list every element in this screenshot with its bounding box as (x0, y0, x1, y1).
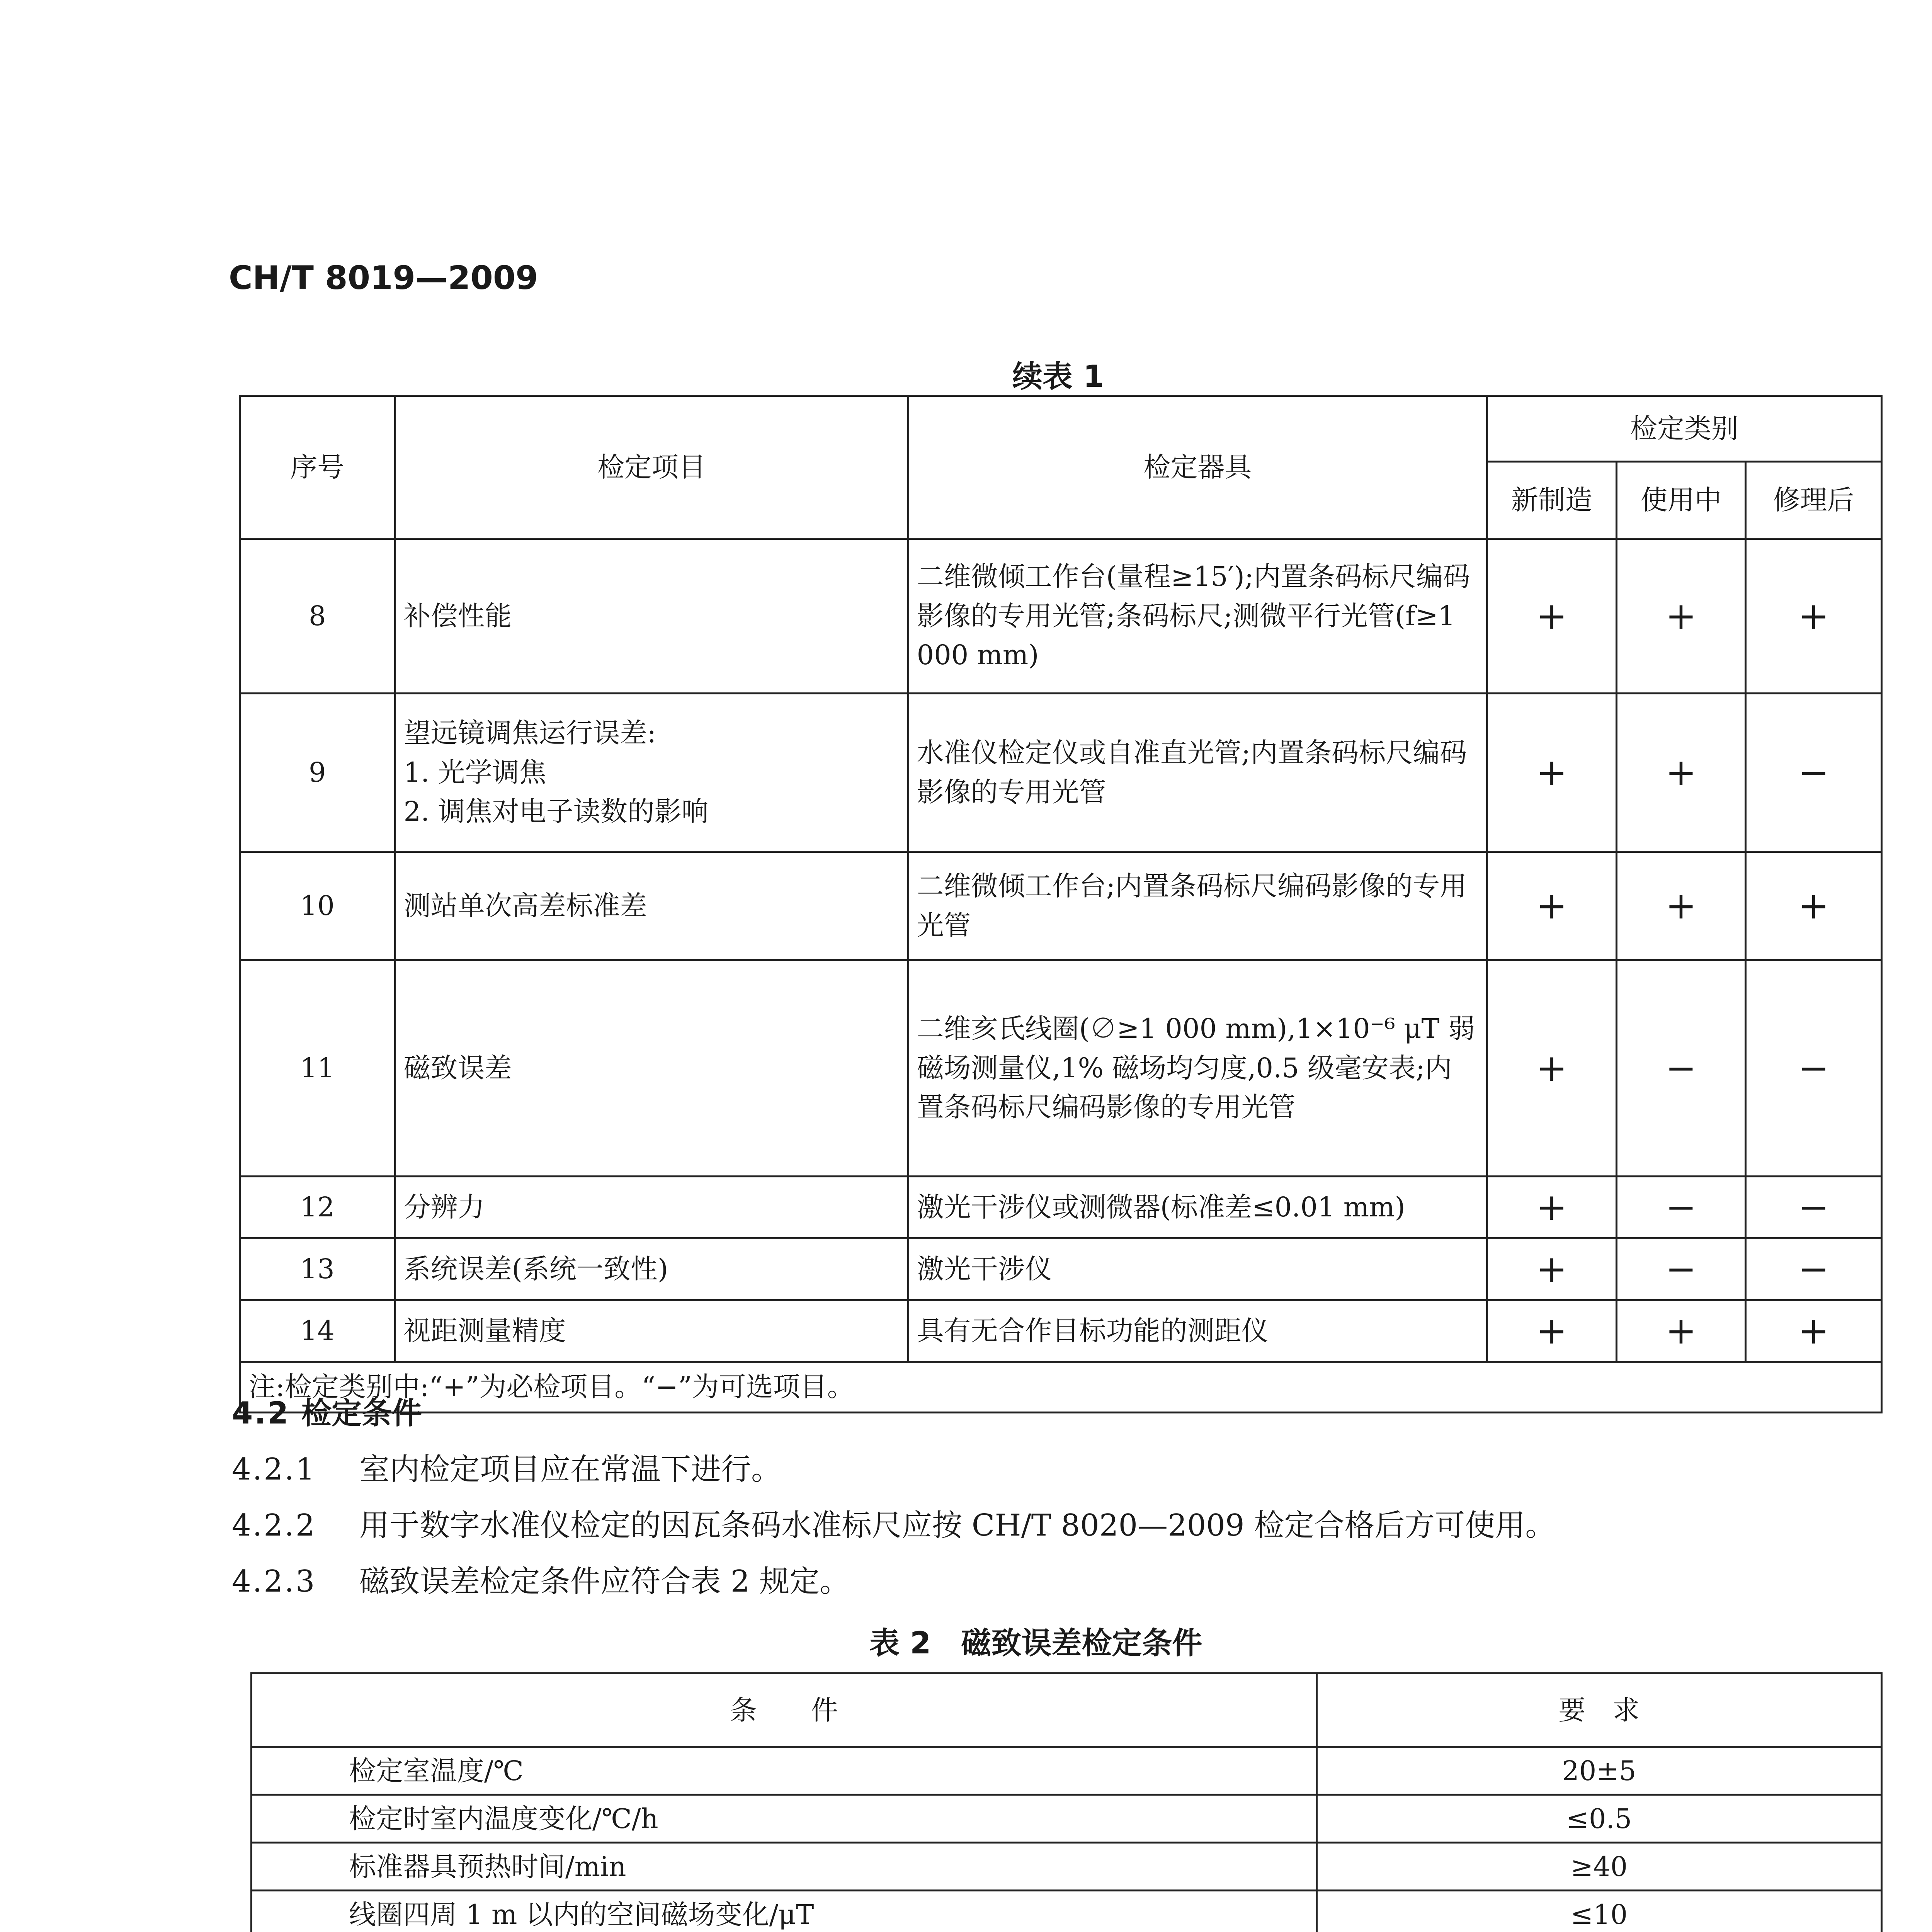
table-row (252, 1843, 1882, 1891)
row-condition: 检定室温度/℃ (252, 1747, 1317, 1795)
row-in-use: + (1616, 1300, 1746, 1362)
row-new: + (1487, 852, 1617, 960)
row-condition: 检定时室内温度变化/℃/h (252, 1795, 1317, 1843)
row-new: + (1487, 1238, 1617, 1300)
header-in-use: 使用中 (1616, 462, 1746, 539)
row-requirement: ≥40 (1316, 1843, 1881, 1891)
row-item-sub: 2. 调焦对电子读数的影响 (403, 796, 709, 828)
row-in-use: − (1616, 1238, 1746, 1300)
table1-caption: 续表 1 (1012, 359, 1104, 394)
magnetic-error-conditions-table (250, 1672, 1883, 1932)
row-instrument: 二维亥氏线圈(∅≥1 000 mm),1×10⁻⁶ μT 弱磁场测量仪,1% 磁场均匀度,0.5 级毫安表;内置条码标尺编码影像的专用光管 (908, 960, 1487, 1177)
clause-4-2-3 (232, 1557, 850, 1600)
clause-number: 4.2.3 (232, 1564, 316, 1599)
table-row (240, 1177, 1882, 1238)
row-seq: 13 (240, 1238, 395, 1300)
row-repaired: + (1746, 539, 1882, 694)
header-seq: 序号 (240, 396, 395, 539)
table-row (240, 694, 1882, 852)
row-instrument: 具有无合作目标功能的测距仪 (908, 1300, 1487, 1362)
row-item: 系统误差(系统一致性) (395, 1238, 908, 1300)
clause-4-2-1 (232, 1445, 781, 1488)
header-repaired: 修理后 (1746, 462, 1882, 539)
clause-4-2-2 (232, 1501, 1555, 1544)
table-row (252, 1795, 1882, 1843)
row-seq: 8 (240, 539, 395, 694)
section-4-2-heading (232, 1389, 422, 1432)
verification-items-table (239, 395, 1883, 1413)
row-repaired: − (1746, 1238, 1882, 1300)
row-new: + (1487, 694, 1617, 852)
row-requirement: 20±5 (1316, 1747, 1881, 1795)
table1-note: 注:检定类别中:“+”为必检项目。“−”为可选项目。 (240, 1362, 1882, 1412)
row-repaired: + (1746, 852, 1882, 960)
row-in-use: + (1616, 539, 1746, 694)
row-condition: 线圈四周 1 m 以内的空间磁场变化/μT (252, 1891, 1317, 1932)
row-in-use: − (1616, 1177, 1746, 1238)
row-repaired: − (1746, 694, 1882, 852)
row-in-use: + (1616, 694, 1746, 852)
row-seq: 10 (240, 852, 395, 960)
table-row (252, 1747, 1882, 1795)
header-requirement: 要 求 (1316, 1673, 1881, 1747)
clause-text: 用于数字水准仪检定的因瓦条码水准标尺应按 CH/T 8020—2009 检定合格后方可使用。 (359, 1508, 1556, 1543)
table2-caption: 表 2 磁致误差检定条件 (869, 1626, 1202, 1661)
row-item: 磁致误差 (395, 960, 908, 1177)
table-row (240, 1238, 1882, 1300)
row-item: 视距测量精度 (395, 1300, 908, 1362)
row-repaired: + (1746, 1300, 1882, 1362)
table-row (240, 960, 1882, 1177)
header-instrument: 检定器具 (908, 396, 1487, 539)
table-row (240, 852, 1882, 960)
header-category: 检定类别 (1487, 396, 1882, 462)
row-requirement: ≤0.5 (1316, 1795, 1881, 1843)
row-instrument: 激光干涉仪或测微器(标准差≤0.01 mm) (908, 1177, 1487, 1238)
row-condition: 标准器具预热时间/min (252, 1843, 1317, 1891)
row-item-title: 望远镜调焦运行误差: (403, 717, 656, 749)
row-in-use: + (1616, 852, 1746, 960)
row-in-use: − (1616, 960, 1746, 1177)
row-instrument: 激光干涉仪 (908, 1238, 1487, 1300)
header-condition: 条 件 (252, 1673, 1317, 1747)
row-instrument: 二维微倾工作台;内置条码标尺编码影像的专用光管 (908, 852, 1487, 960)
header-item: 检定项目 (395, 396, 908, 539)
clause-number: 4.2.2 (232, 1508, 316, 1543)
row-repaired: − (1746, 1177, 1882, 1238)
row-new: + (1487, 539, 1617, 694)
row-item: 补偿性能 (395, 539, 908, 694)
clause-text: 室内检定项目应在常温下进行。 (359, 1452, 782, 1487)
section-number: 4.2 (232, 1396, 290, 1431)
row-seq: 9 (240, 694, 395, 852)
row-instrument: 水准仪检定仪或自准直光管;内置条码标尺编码影像的专用光管 (908, 694, 1487, 852)
clause-text: 磁致误差检定条件应符合表 2 规定。 (359, 1564, 850, 1599)
row-new: + (1487, 1300, 1617, 1362)
row-instrument: 二维微倾工作台(量程≥15′);内置条码标尺编码影像的专用光管;条码标尺;测微平行光管(f≥1 000 mm) (908, 539, 1487, 694)
row-repaired: − (1746, 960, 1882, 1177)
row-new: + (1487, 960, 1617, 1177)
row-seq: 11 (240, 960, 395, 1177)
standard-code: CH/T 8019—2009 (229, 259, 538, 297)
row-new: + (1487, 1177, 1617, 1238)
table-row (240, 539, 1882, 694)
clause-number: 4.2.1 (232, 1452, 316, 1487)
row-item: 测站单次高差标准差 (395, 852, 908, 960)
row-seq: 14 (240, 1300, 395, 1362)
row-seq: 12 (240, 1177, 395, 1238)
row-item (395, 694, 908, 852)
header-new: 新制造 (1487, 462, 1617, 539)
table-row (240, 1300, 1882, 1362)
row-item: 分辨力 (395, 1177, 908, 1238)
table-row (252, 1891, 1882, 1932)
row-requirement: ≤10 (1316, 1891, 1881, 1932)
row-item-sub: 1. 光学调焦 (403, 756, 546, 788)
section-title: 检定条件 (301, 1396, 422, 1431)
